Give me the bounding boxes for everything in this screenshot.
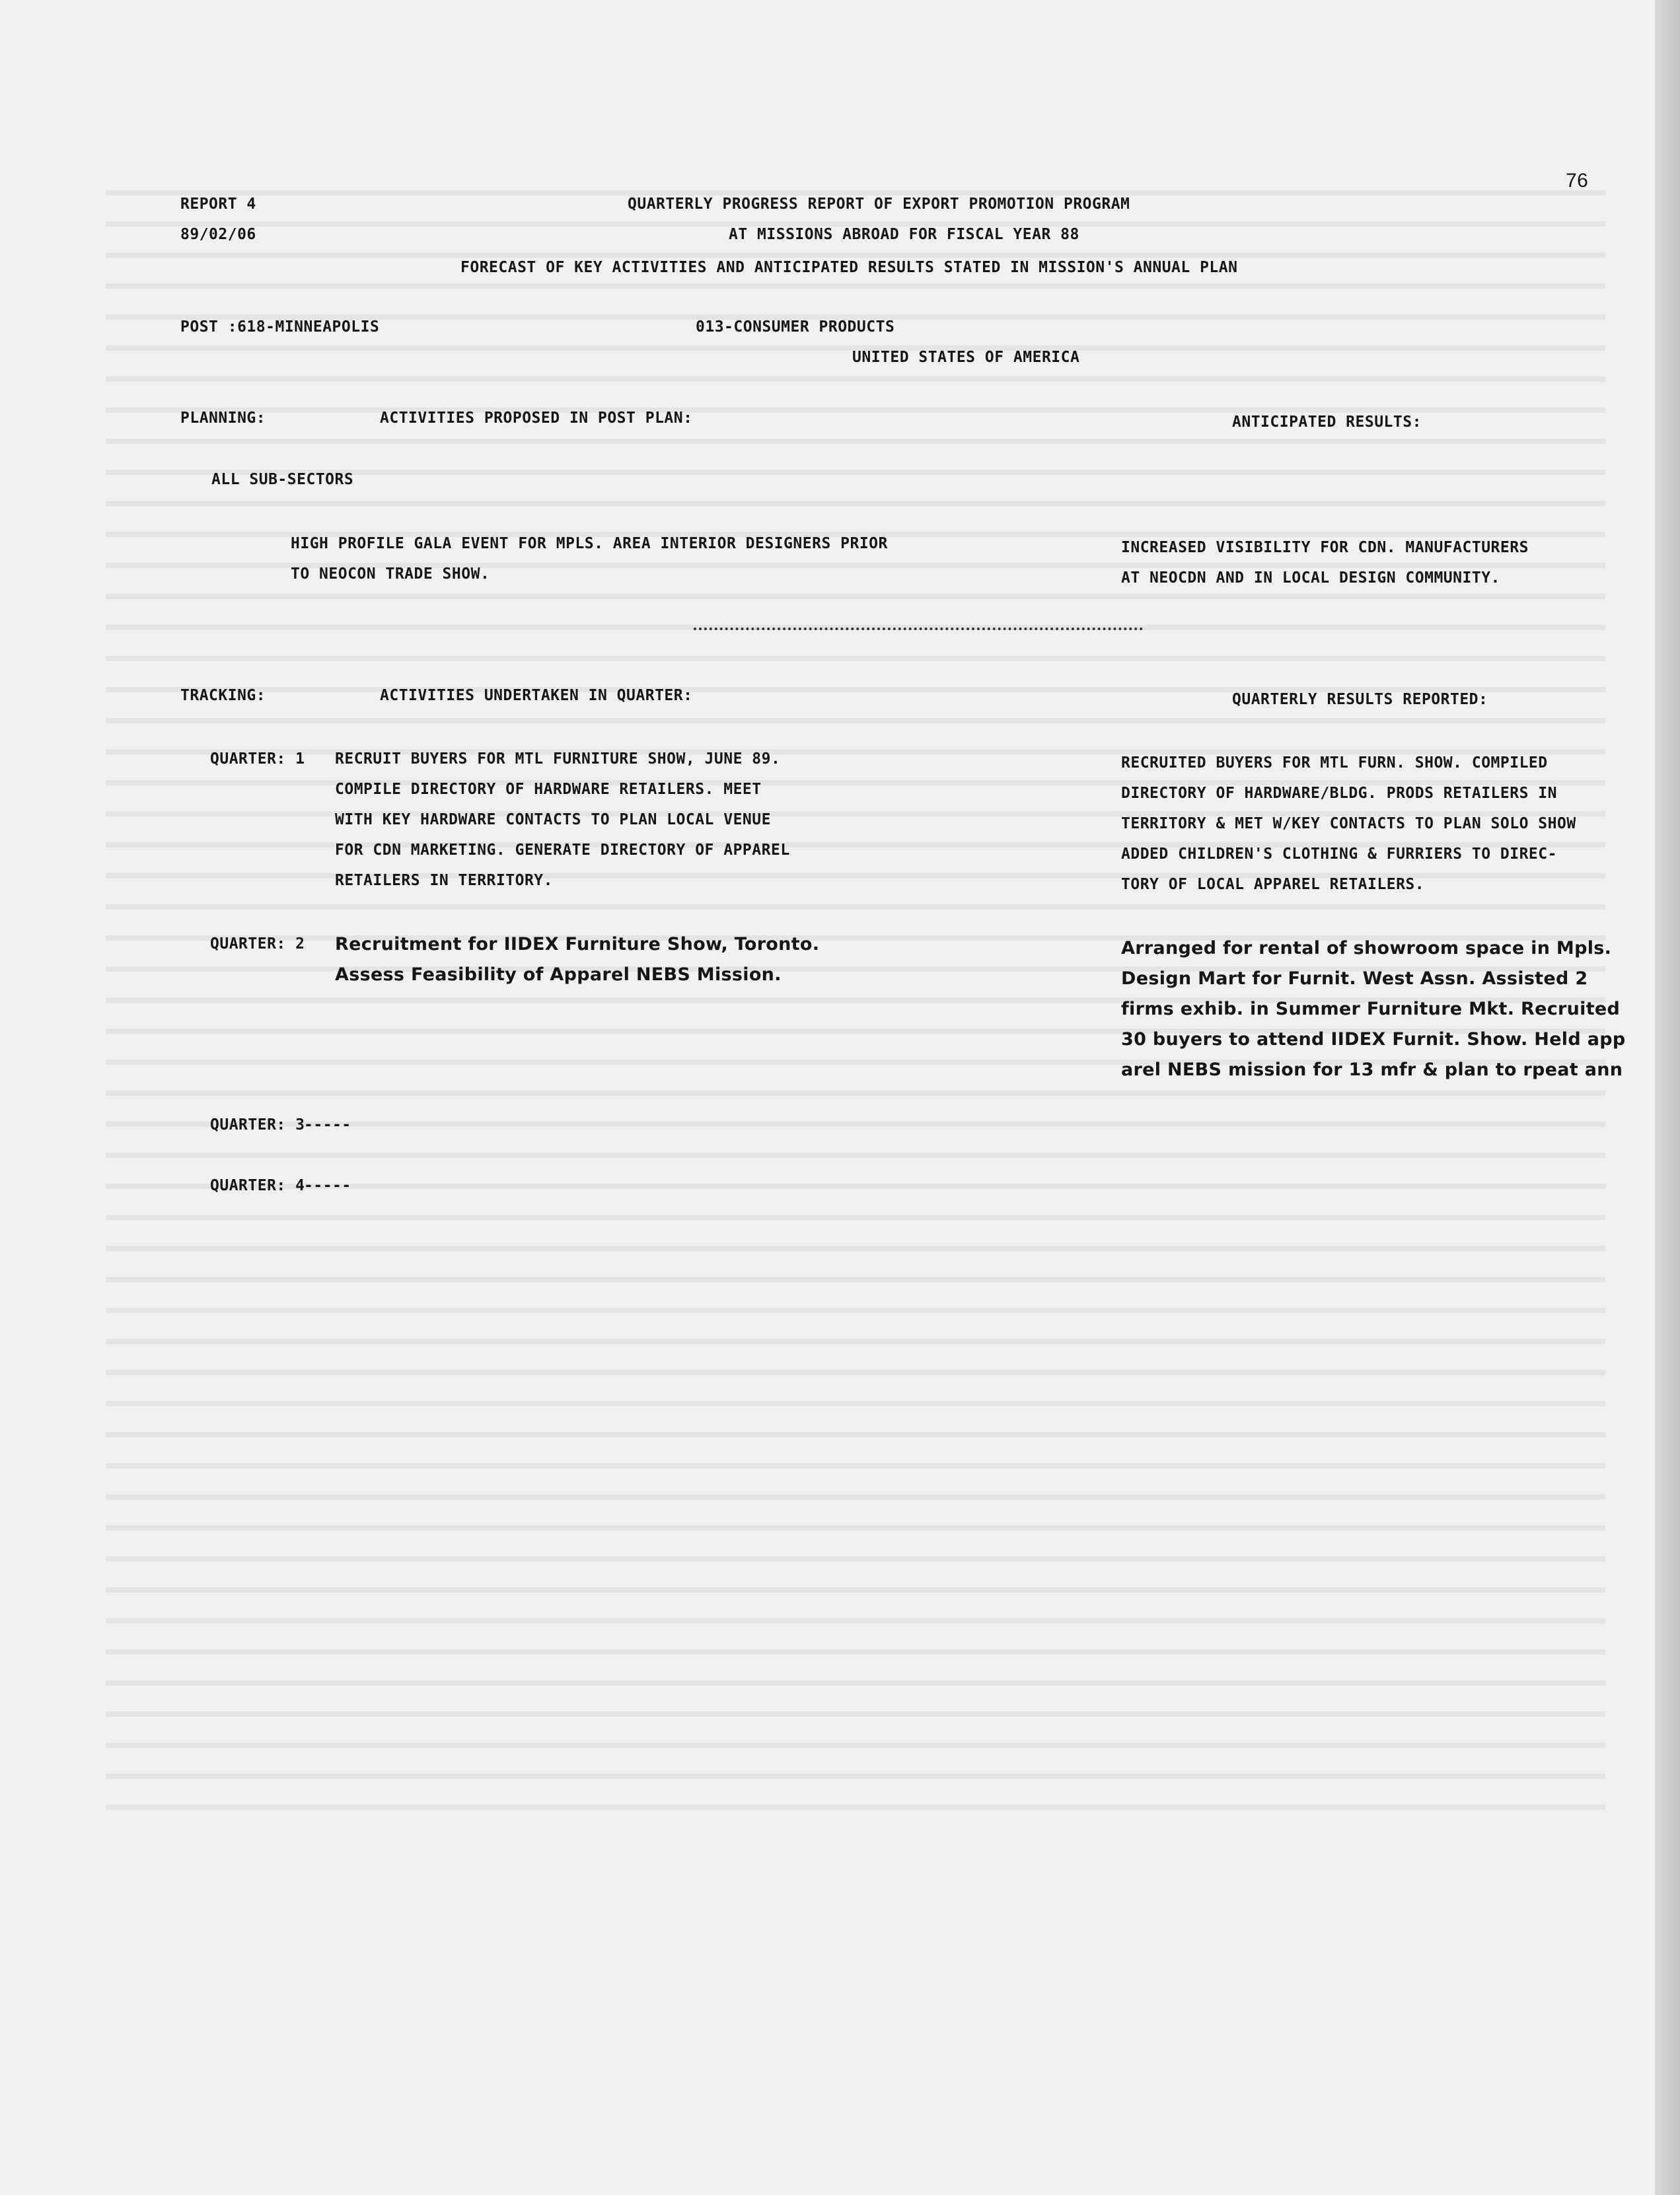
report-title-line-2: AT MISSIONS ABROAD FOR FISCAL YEAR 88 [729, 226, 1079, 243]
q4-activity-line: ----- [304, 1177, 351, 1194]
q1-result-line: RECRUITED BUYERS FOR MTL FURN. SHOW. COMPILED [1121, 754, 1548, 772]
q2-activity-line: Recruitment for IIDEX Furniture Show, Toronto. [335, 934, 820, 954]
planned-activity-line: TO NEOCON TRADE SHOW. [291, 565, 490, 583]
section-divider [694, 628, 1143, 630]
planning-activities-heading: ACTIVITIES PROPOSED IN POST PLAN: [380, 410, 693, 427]
report-number: REPORT 4 [180, 196, 256, 213]
report-date: 89/02/06 [180, 226, 256, 243]
tracking-activities-heading: ACTIVITIES UNDERTAKEN IN QUARTER: [380, 687, 693, 704]
q1-result-line: DIRECTORY OF HARDWARE/BLDG. PRODS RETAILERS IN [1121, 785, 1557, 802]
q2-result-line: Arranged for rental of showroom space in Mpls. [1121, 938, 1612, 958]
page-number: 76 [1566, 170, 1589, 192]
quarter-1-label: QUARTER: 1 [210, 750, 305, 768]
anticipated-result-line: INCREASED VISIBILITY FOR CDN. MANUFACTURERS [1121, 539, 1529, 556]
report-title-line-3: FORECAST OF KEY ACTIVITIES AND ANTICIPATED RESULTS STATED IN MISSION'S ANNUAL PLAN [460, 259, 1238, 276]
anticipated-result-line: AT NEOCDN AND IN LOCAL DESIGN COMMUNITY. [1121, 569, 1500, 587]
tracking-label: TRACKING: [180, 687, 266, 704]
q2-activity-line: Assess Feasibility of Apparel NEBS Mission. [335, 964, 782, 985]
planned-activity-line: HIGH PROFILE GALA EVENT FOR MPLS. AREA INTERIOR DESIGNERS PRIOR [291, 535, 888, 552]
q1-activity-line: RECRUIT BUYERS FOR MTL FURNITURE SHOW, JUNE 89. [335, 750, 781, 768]
report-title-line-1: QUARTERLY PROGRESS REPORT OF EXPORT PROMOTION PROGRAM [628, 196, 1130, 213]
q2-result-line: arel NEBS mission for 13 mfr & plan to rpeat ann [1121, 1060, 1623, 1080]
planning-results-heading: ANTICIPATED RESULTS: [1232, 414, 1422, 431]
country-label: UNITED STATES OF AMERICA [852, 349, 1080, 366]
planning-label: PLANNING: [180, 410, 266, 427]
q1-result-line: TORY OF LOCAL APPAREL RETAILERS. [1121, 876, 1425, 893]
page-edge-shadow [1655, 0, 1680, 2195]
q1-result-line: TERRITORY & MET W/KEY CONTACTS TO PLAN SOLO SHOW [1121, 815, 1576, 832]
tracking-results-heading: QUARTERLY RESULTS REPORTED: [1232, 691, 1488, 708]
post-label: POST :618-MINNEAPOLIS [180, 318, 380, 336]
q2-result-line: Design Mart for Furnit. West Assn. Assisted 2 [1121, 968, 1588, 989]
q3-activity-line: ----- [304, 1116, 351, 1133]
subsector-label: ALL SUB-SECTORS [211, 471, 354, 488]
quarter-4-label: QUARTER: 4 [210, 1177, 305, 1194]
q1-activity-line: RETAILERS IN TERRITORY. [335, 872, 553, 889]
sector-label: 013-CONSUMER PRODUCTS [696, 318, 895, 336]
quarter-3-label: QUARTER: 3 [210, 1116, 305, 1133]
q2-result-line: 30 buyers to attend IIDEX Furnit. Show. Held app [1121, 1029, 1626, 1050]
q1-activity-line: FOR CDN MARKETING. GENERATE DIRECTORY OF APPAREL [335, 842, 790, 859]
q1-result-line: ADDED CHILDREN'S CLOTHING & FURRIERS TO DIREC- [1121, 846, 1557, 863]
q1-activity-line: COMPILE DIRECTORY OF HARDWARE RETAILERS. MEET [335, 781, 762, 798]
quarter-2-label: QUARTER: 2 [210, 935, 305, 953]
q2-result-line: firms exhib. in Summer Furniture Mkt. Recruited [1121, 999, 1621, 1019]
q1-activity-line: WITH KEY HARDWARE CONTACTS TO PLAN LOCAL VENUE [335, 811, 771, 828]
